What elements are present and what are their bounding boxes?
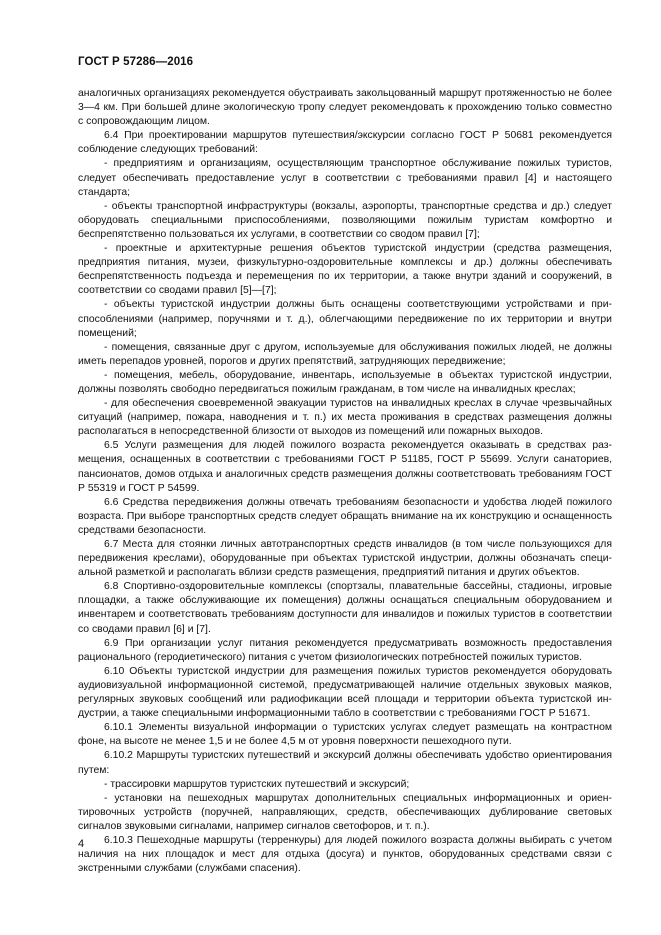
list-item-handrails: - объекты туристской индустрии должны быть оснащены соответствующими устройствами и приспособлениями (например, поручнями и т. д.), облегчающими передвижение по их территории и внутри помещений; [78,299,612,339]
list-item-route-tracing: - трассировки маршрутов туристских путешествий и экскурсий; [104,778,410,790]
list-item-orientation-devices: - установки на пешеходных маршрутах дополнительных специальных информационных и ориентировочных устройств (поручней, направляющих, средств, обеспечивающих дублирование световых сигналов звуковыми сигналами, например сигналов светофоров, и т. п.). [78,792,612,832]
paragraph-6-9: 6.9 При организации услуг питания рекомендуется предусматривать возможность предоставления рационального (геродиетического) питания с учетом физиологических потребностей пожилых туристов. [78,637,612,663]
list-item-architectural-solutions: - проектные и архитектурные решения объектов туристской индустрии (средства размещения, предприятия питания, музеи, физкультурно-оздоровительные комплексы и др.) должны обеспечивать беспрепятственность подъезда и перемещения по их территории, а также внутри зданий и сооружений, в соответствии со сводами правил [5]—[7]; [78,243,612,297]
list-item-level-differences: - помещения, связанные друг с другом, используемые для обслуживания пожилых людей, не должны иметь перепадов уровней, порогов и других препятствий, затрудняющих передвижение; [78,341,612,367]
paragraph-6-4: 6.4 При проектировании маршрутов путешествия/экскурсии согласно ГОСТ Р 50681 рекомендуется соблюдение следующих требований: [78,130,612,156]
list-item-furniture: - помещения, мебель, оборудование, инвентарь, используемые в объектах туристской индустрии, должны позволять свободно передвигаться пожилым гражданам, в том числе на инвалидных креслах; [78,369,612,395]
page-number: 4 [78,838,85,850]
paragraph-6-10-1: 6.10.1 Элементы визуальной информации о туристских услугах следует размещать на контрастном фоне, на высоте не менее 1,5 и не более 4,5 м от уровня поверхности пешеходного пути. [78,722,612,748]
document-header: ГОСТ Р 57286—2016 [78,56,194,68]
paragraph-continuation: аналогичных организациях рекомендуется обустраивать закольцованный маршрут протяженностью не более 3—4 км. При большей длине экологическую тропу следует рекомендовать к прохождению только совместно с сопровождающим лицом. [78,88,612,128]
paragraph-6-10: 6.10 Объекты туристской индустрии для размещения пожилых туристов рекомендуется оборудовать аудиовизуальной информационной системой, предусматривающей наличие отдельных звуковых маяков, регулярных звуковых сообщений или радиофикации всей площади и территории объекта туристской индустрии, а также специальными информационными табло в соответствии с требованиями ГОСТ Р 51671. [78,665,612,720]
list-item-evacuation: - для обеспечения своевременной эвакуации туристов на инвалидных креслах в случае чрезвычайных ситуаций (например, пожара, наводнения и т. п.) их места проживания в средствах размещения должны располагаться в непосредственной близости от выходов из помещений или пожарных выходов. [78,398,612,438]
paragraph-6-10-2: 6.10.2 Маршруты туристских путешествий и экскурсий должны обеспечивать удобство ориентирования путем: [78,750,612,776]
paragraph-6-7: 6.7 Места для стоянки личных автотранспортных средств инвалидов (в том числе пользующихся для передвижения креслами), оборудованные при объектах туристской индустрии, должны обозначать специальной разметкой и располагать вблизи средств размещения, предприятий питания и других объектов. [78,539,612,579]
document-body [78,87,612,876]
paragraph-6-6: 6.6 Средства передвижения должны отвечать требованиям безопасности и удобства людей пожилого возраста. При выборе транспортных средств следует обращать внимание на их конструкцию и оснащенность средствами безопасности. [78,496,612,536]
paragraph-6-8: 6.8 Спортивно-оздоровительные комплексы (спортзалы, плавательные бассейны, стадионы, игровые площадки, а также обслуживающие их помещения) должны оснащаться специальным оборудованием и инвентарем и соответствовать требованиям доступности для инвалидов и пожилых туристов в соответствии со сводами правил [6] и [7]. [78,581,612,635]
list-item-transport-infrastructure: - объекты транспортной инфраструктуры (вокзалы, аэропорты, транспортные средства и др.) следует оборудовать специальными приспособлениями, позволяющими пожилым туристам комфортно и беспрепятственно пользоваться их услугами, в соответствии со сводом правил [7]; [78,200,612,240]
paragraph-6-10-3: 6.10.3 Пешеходные маршруты (терренкуры) для людей пожилого возраста должны выбирать с учетом наличия на них площадок и мест для отдыха (досуга) и пунктов, оборудованных средствами связи с экстренными службами (службами спасения). [78,834,612,875]
paragraph-6-5: 6.5 Услуги размещения для людей пожилого возраста рекомендуется оказывать в средствах размещения, оснащенных в соответствии с требованиями ГОСТ Р 51185, ГОСТ Р 55699. Услуги санаториев, пансионатов, домов отдыха и аналогичных средств размещения должны соответствовать требованиям ГОСТ Р 55319 и ГОСТ Р 54599. [78,440,612,494]
list-item-transport-services: - предприятиям и организациям, осуществляющим транспортное обслуживание пожилых туристов, следует обеспечивать предоставление услуг в соответствии с требованиями правил [4] и настоящего стандарта; [78,158,612,198]
